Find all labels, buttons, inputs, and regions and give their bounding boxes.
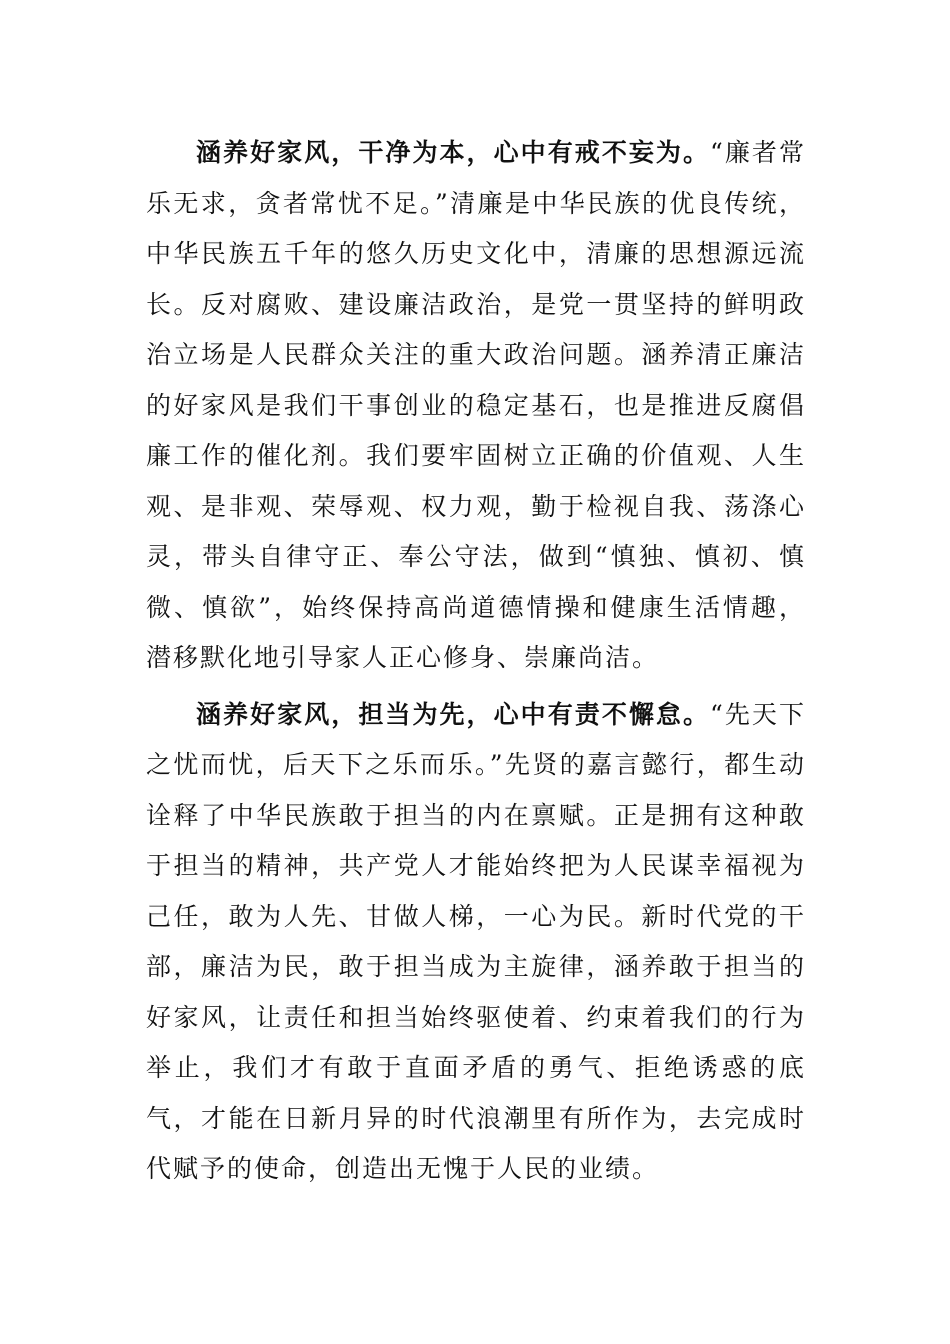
paragraph-clean-conduct [146, 128, 806, 684]
paragraph-heading: 涵养好家风，担当为先，心中有责不懈怠。 [196, 699, 711, 729]
paragraph-responsibility [146, 690, 806, 1195]
paragraph-heading: 涵养好家风，干净为本，心中有戒不妄为。 [196, 138, 711, 167]
paragraph-text: “廉者常乐无求，贪者常忧不足。”清廉是中华民族的优良传统，中华民族五千年的悠久历史文化中，清廉的思想源远流长。反对腐败、建设廉洁政治，是党一贯坚持的鲜明政治立场是人民群众关注的重大政治问题。涵养清正廉洁的好家风是我们干事创业的稳定基石，也是推进反腐倡廉工作的催化剂。我们要牢固树立正确的价值观、人生观、是非观、荣辱观、权力观，勤于检视自我、荡涤心灵，带头自律守正、奉公守法，做到“慎独、慎初、慎微、慎欲”，始终保持高尚道德情操和健康生活情趣，潜移默化地引导家人正心修身、崇廉尚洁。 [146, 138, 806, 672]
document-body [146, 128, 806, 1195]
paragraph-text: “先天下之忧而忧，后天下之乐而乐。”先贤的嘉言懿行，都生动诠释了中华民族敢于担当的内在禀赋。正是拥有这种敢于担当的精神，共产党人才能始终把为人民谋幸福视为己任，敢为人先、甘做人梯，一心为民。新时代党的干部，廉洁为民，敢于担当成为主旋律，涵养敢于担当的好家风，让责任和担当始终驱使着、约束着我们的行为举止，我们才有敢于直面矛盾的勇气、拒绝诱惑的底气，才能在日新月异的时代浪潮里有所作为，去完成时代赋予的使命，创造出无愧于人民的业绩。 [146, 699, 806, 1183]
